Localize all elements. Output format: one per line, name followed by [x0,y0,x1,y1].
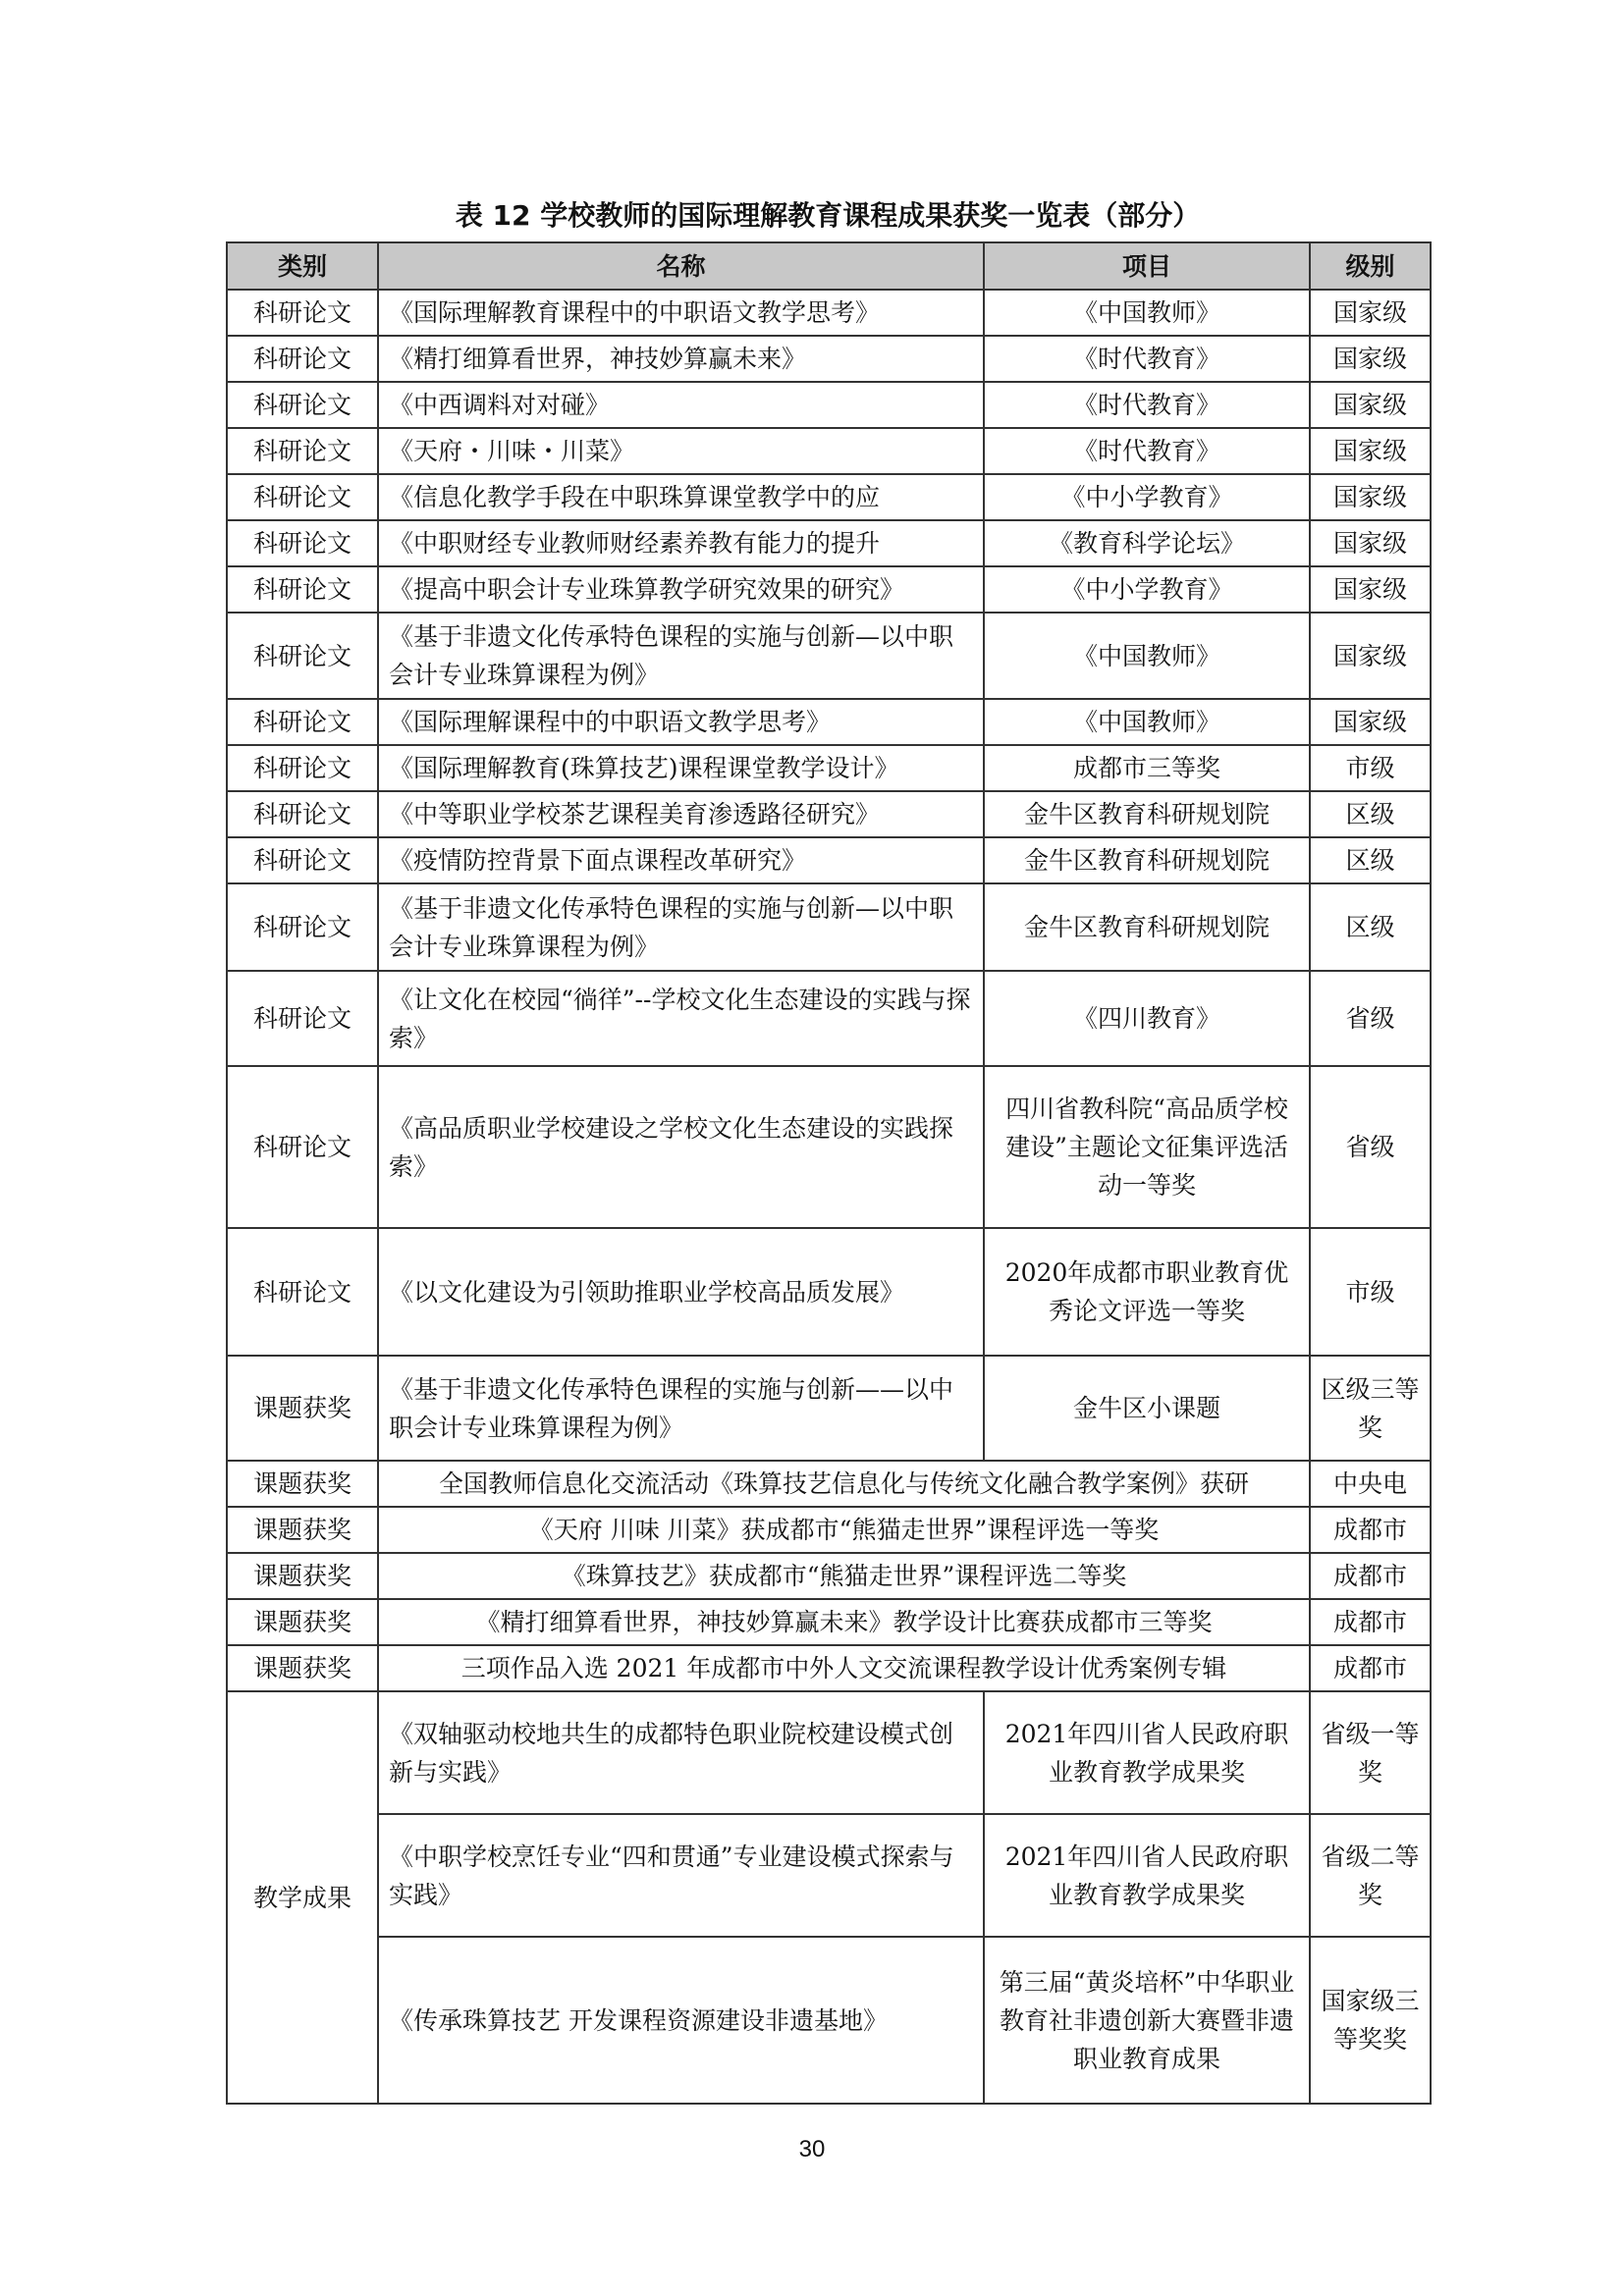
cell-level: 省级 [1310,1066,1431,1228]
table-row [227,745,1431,791]
table-row [227,520,1431,566]
cell-level: 市级 [1310,745,1431,791]
table-row [227,971,1431,1066]
cell-item: 金牛区小课题 [984,1356,1310,1461]
cell-name: 《以文化建设为引领助推职业学校高品质发展》 [378,1228,984,1356]
cell-name: 《让文化在校园“徜徉”--学校文化生态建设的实践与探索》 [378,971,984,1066]
cell-level: 成都市 [1310,1645,1431,1691]
cell-level: 省级一等奖 [1310,1691,1431,1814]
cell-name: 《双轴驱动校地共生的成都特色职业院校建设模式创新与实践》 [378,1691,984,1814]
header-category: 类别 [227,242,378,290]
page-number: 30 [798,2136,826,2163]
cell-level: 国家级 [1310,613,1431,699]
awards-table [226,241,1432,2105]
cell-category: 科研论文 [227,428,378,474]
cell-name: 《中职学校烹饪专业“四和贯通”专业建设模式探索与实践》 [378,1814,984,1937]
cell-item: 2021年四川省人民政府职业教育教学成果奖 [984,1691,1310,1814]
cell-category: 课题获奖 [227,1645,378,1691]
cell-merged-name: 《精打细算看世界，神技妙算赢未来》教学设计比赛获成都市三等奖 [378,1599,1310,1645]
cell-category: 课题获奖 [227,1553,378,1599]
cell-category: 科研论文 [227,382,378,428]
cell-level: 成都市 [1310,1599,1431,1645]
table-row [227,1691,1431,1814]
cell-category: 科研论文 [227,474,378,520]
table-row [227,883,1431,971]
table-row [227,336,1431,382]
table-row [227,1507,1431,1553]
cell-category: 科研论文 [227,290,378,336]
cell-category: 课题获奖 [227,1461,378,1507]
table-row [227,1228,1431,1356]
cell-category: 课题获奖 [227,1356,378,1461]
cell-name: 《基于非遗文化传承特色课程的实施与创新—以中职会计专业珠算课程为例》 [378,613,984,699]
cell-name: 《国际理解课程中的中职语文教学思考》 [378,699,984,745]
cell-name: 《天府・川味・川菜》 [378,428,984,474]
cell-item: 《时代教育》 [984,336,1310,382]
table-row [227,566,1431,613]
cell-name: 《中等职业学校茶艺课程美育渗透路径研究》 [378,791,984,837]
table-row [227,1599,1431,1645]
header-level: 级别 [1310,242,1431,290]
cell-category: 科研论文 [227,520,378,566]
cell-item: 《时代教育》 [984,428,1310,474]
cell-item: 金牛区教育科研规划院 [984,837,1310,883]
cell-item: 《中国教师》 [984,699,1310,745]
cell-level: 国家级 [1310,428,1431,474]
cell-level: 国家级三等奖奖 [1310,1937,1431,2104]
table-row [227,1066,1431,1228]
table-row [227,1553,1431,1599]
table-row [227,699,1431,745]
cell-level: 国家级 [1310,382,1431,428]
cell-item: 金牛区教育科研规划院 [984,883,1310,971]
table-row [227,1814,1431,1937]
cell-item: 《中小学教育》 [984,474,1310,520]
cell-merged-name: 三项作品入选 2021 年成都市中外人文交流课程教学设计优秀案例专辑 [378,1645,1310,1691]
table-row [227,428,1431,474]
cell-name: 《传承珠算技艺 开发课程资源建设非遗基地》 [378,1937,984,2104]
cell-category: 科研论文 [227,699,378,745]
cell-category: 科研论文 [227,745,378,791]
cell-name: 《基于非遗文化传承特色课程的实施与创新—以中职会计专业珠算课程为例》 [378,883,984,971]
cell-name: 《高品质职业学校建设之学校文化生态建设的实践探索》 [378,1066,984,1228]
cell-name: 《精打细算看世界，神技妙算赢未来》 [378,336,984,382]
cell-category: 科研论文 [227,336,378,382]
cell-category: 科研论文 [227,1066,378,1228]
cell-merged-name: 《天府 川味 川菜》获成都市“熊猫走世界”课程评选一等奖 [378,1507,1310,1553]
table-header-row [227,242,1431,290]
cell-level: 国家级 [1310,699,1431,745]
table-row [227,613,1431,699]
cell-level: 区级 [1310,883,1431,971]
cell-name: 《国际理解教育课程中的中职语文教学思考》 [378,290,984,336]
cell-level: 区级 [1310,791,1431,837]
cell-level: 区级 [1310,837,1431,883]
table-row [227,837,1431,883]
cell-item: 第三届“黄炎培杯”中华职业教育社非遗创新大赛暨非遗职业教育成果 [984,1937,1310,2104]
cell-level: 国家级 [1310,520,1431,566]
cell-level: 成都市 [1310,1553,1431,1599]
cell-level: 国家级 [1310,336,1431,382]
cell-name: 《中西调料对对碰》 [378,382,984,428]
cell-name: 《国际理解教育(珠算技艺)课程课堂教学设计》 [378,745,984,791]
cell-level: 成都市 [1310,1507,1431,1553]
cell-item: 《时代教育》 [984,382,1310,428]
cell-item: 《教育科学论坛》 [984,520,1310,566]
cell-merged-name: 《珠算技艺》获成都市“熊猫走世界”课程评选二等奖 [378,1553,1310,1599]
cell-level: 国家级 [1310,566,1431,613]
table-row [227,1356,1431,1461]
cell-item: 《四川教育》 [984,971,1310,1066]
cell-item: 《中国教师》 [984,290,1310,336]
header-name: 名称 [378,242,984,290]
cell-item: 四川省教科院“高品质学校建设”主题论文征集评选活动一等奖 [984,1066,1310,1228]
cell-category: 课题获奖 [227,1599,378,1645]
table-row [227,474,1431,520]
cell-item: 2021年四川省人民政府职业教育教学成果奖 [984,1814,1310,1937]
cell-category: 科研论文 [227,837,378,883]
cell-category: 科研论文 [227,566,378,613]
cell-item: 《中国教师》 [984,613,1310,699]
cell-item: 《中小学教育》 [984,566,1310,613]
table-caption: 表 12 学校教师的国际理解教育课程成果获奖一览表（部分） [455,199,1201,232]
cell-category: 科研论文 [227,1228,378,1356]
cell-name: 《信息化教学手段在中职珠算课堂教学中的应 [378,474,984,520]
cell-name: 《提高中职会计专业珠算教学研究效果的研究》 [378,566,984,613]
table-row [227,1461,1431,1507]
cell-item: 成都市三等奖 [984,745,1310,791]
cell-name: 《中职财经专业教师财经素养教有能力的提升 [378,520,984,566]
cell-name: 《疫情防控背景下面点课程改革研究》 [378,837,984,883]
cell-level: 国家级 [1310,474,1431,520]
cell-category: 科研论文 [227,791,378,837]
cell-category: 科研论文 [227,613,378,699]
cell-level: 市级 [1310,1228,1431,1356]
cell-item: 2020年成都市职业教育优秀论文评选一等奖 [984,1228,1310,1356]
cell-category: 科研论文 [227,971,378,1066]
cell-category: 课题获奖 [227,1507,378,1553]
cell-category: 科研论文 [227,883,378,971]
cell-level: 区级三等奖 [1310,1356,1431,1461]
cell-level: 中央电 [1310,1461,1431,1507]
cell-level: 国家级 [1310,290,1431,336]
cell-level: 省级 [1310,971,1431,1066]
header-item: 项目 [984,242,1310,290]
table-row [227,382,1431,428]
table-row [227,1645,1431,1691]
table-row [227,791,1431,837]
cell-category: 教学成果 [227,1691,378,2104]
table-row [227,1937,1431,2104]
cell-level: 省级二等奖 [1310,1814,1431,1937]
cell-name: 《基于非遗文化传承特色课程的实施与创新——以中职会计专业珠算课程为例》 [378,1356,984,1461]
cell-item: 金牛区教育科研规划院 [984,791,1310,837]
table-row [227,290,1431,336]
cell-merged-name: 全国教师信息化交流活动《珠算技艺信息化与传统文化融合教学案例》获研 [378,1461,1310,1507]
